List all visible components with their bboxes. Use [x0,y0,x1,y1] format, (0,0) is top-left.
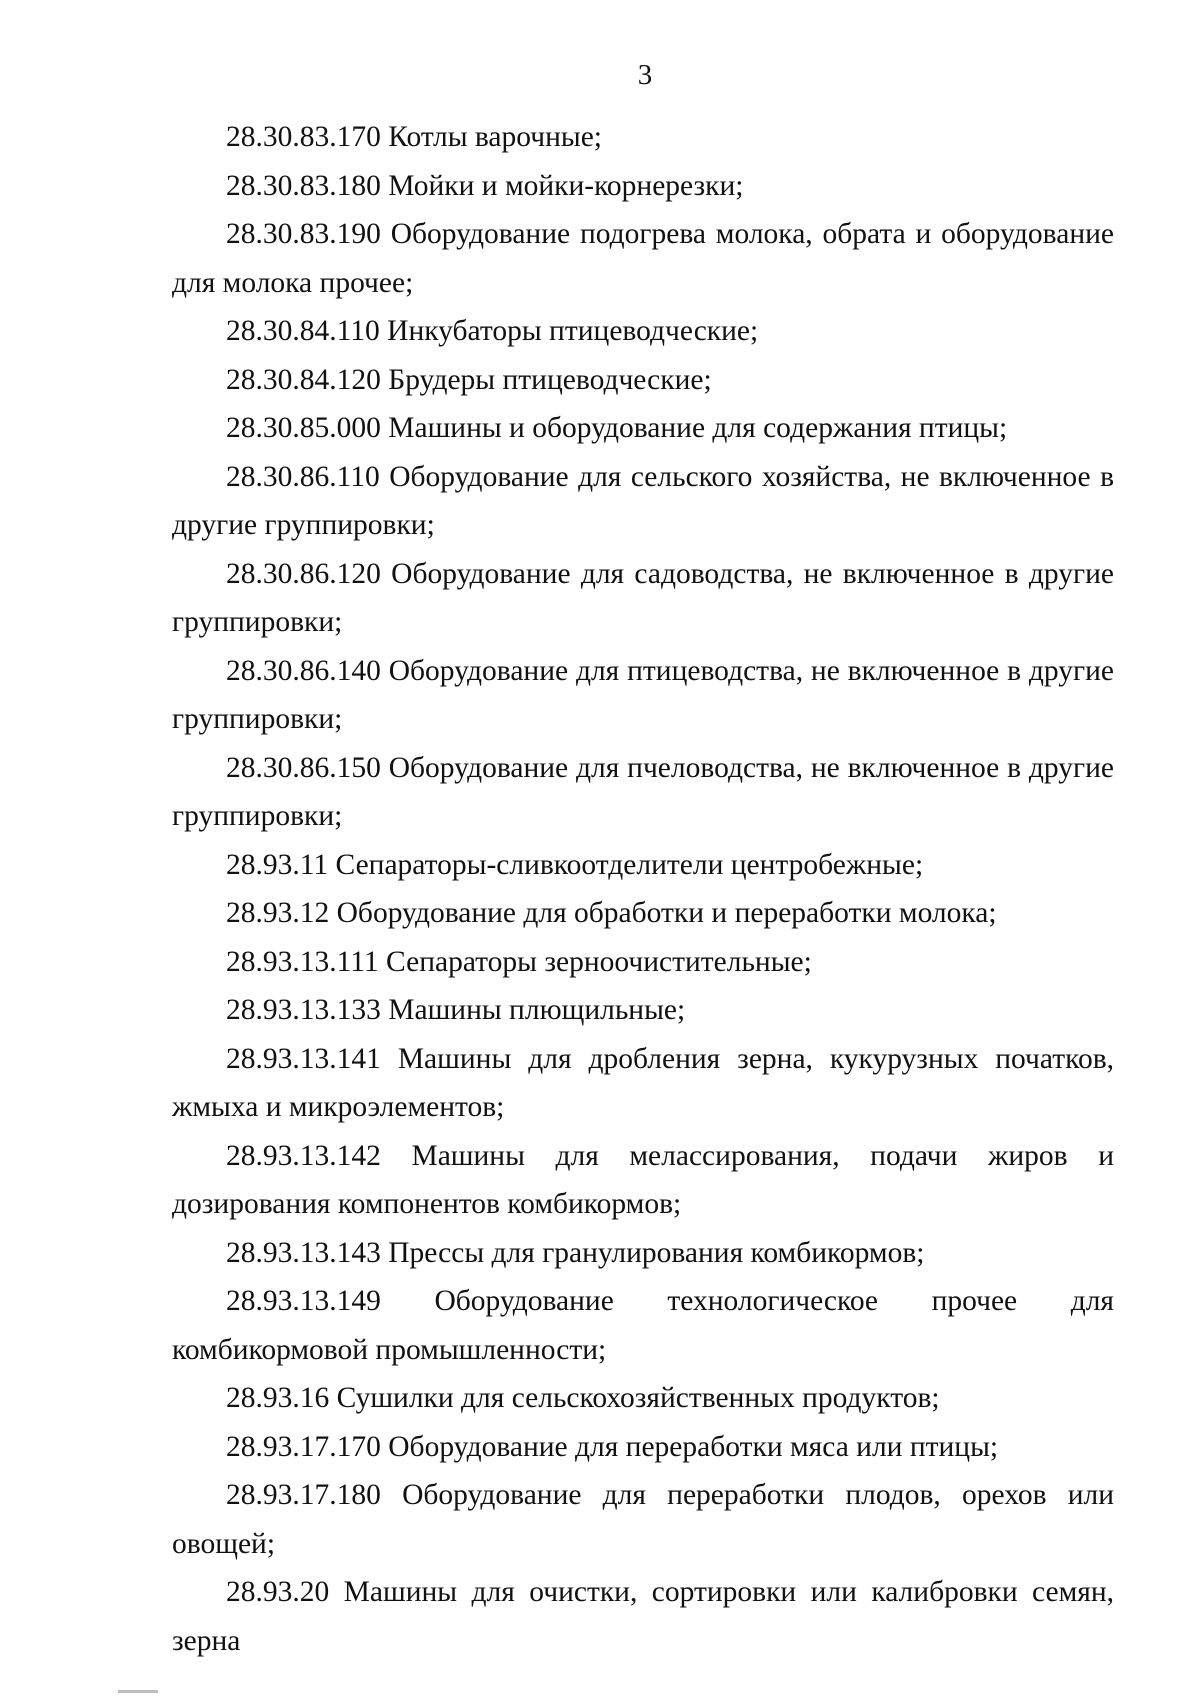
list-item: 28.30.83.190 Оборудование подогрева молока, обрата и оборудование для молока прочее; [172,218,1114,299]
list-item: 28.93.20 Машины для очистки, сортировки или калибровки семян, зерна [172,1576,1114,1657]
list-item: 28.30.86.110 Оборудование для сельского хозяйства, не включенное в другие группировки; [172,460,1114,541]
list-item: 28.93.13.149 Оборудование технологическое прочее для комбикормовой промышленности; [172,1285,1114,1366]
list-item: 28.93.13.141 Машины для дробления зерна, кукурузных початков, жмыха и микроэлементов; [172,1042,1114,1123]
list-item: 28.30.86.120 Оборудование для садоводства, не включенное в другие группировки; [172,557,1114,638]
list-item: 28.93.13.111 Сепараторы зерноочистительные; [226,945,812,978]
list-item: 28.93.13.142 Машины для мелассирования, подачи жиров и дозирования компонентов комбикормов; [172,1139,1114,1220]
list-item: 28.93.16 Сушилки для сельскохозяйственных продуктов; [226,1382,940,1414]
list-item: 28.93.13.133 Машины плющильные; [226,994,686,1026]
list-item: 28.30.86.150 Оборудование для пчеловодства, не включенное в другие группировки; [172,751,1114,832]
list-item: 28.93.11 Сепараторы-сливкоотделители центробежные; [226,848,924,881]
list-item: 28.93.17.170 Оборудование для переработки мяса или птицы; [226,1430,999,1463]
list-item: 28.30.86.140 Оборудование для птицеводства, не включенное в другие группировки; [172,654,1114,735]
list-item: 28.30.83.180 Мойки и мойки-корнерезки; [226,169,744,202]
list-item: 28.93.13.143 Прессы для гранулирования комбикормов; [226,1236,925,1269]
list-item: 28.30.84.110 Инкубаторы птицеводческие; [226,315,759,347]
scan-edge-mark [118,1690,158,1693]
list-item: 28.30.84.120 Брудеры птицеводческие; [226,363,712,396]
list-item: 28.30.85.000 Машины и оборудование для содержания птицы; [226,412,1008,444]
list-item: 28.93.12 Оборудование для обработки и переработки молока; [226,897,997,929]
list-item: 28.30.83.170 Котлы варочные; [226,121,602,153]
list-item: 28.93.17.180 Оборудование для переработки плодов, орехов или овощей; [172,1479,1114,1560]
page-number: 3 [637,59,653,91]
classification-list [172,113,1114,1665]
